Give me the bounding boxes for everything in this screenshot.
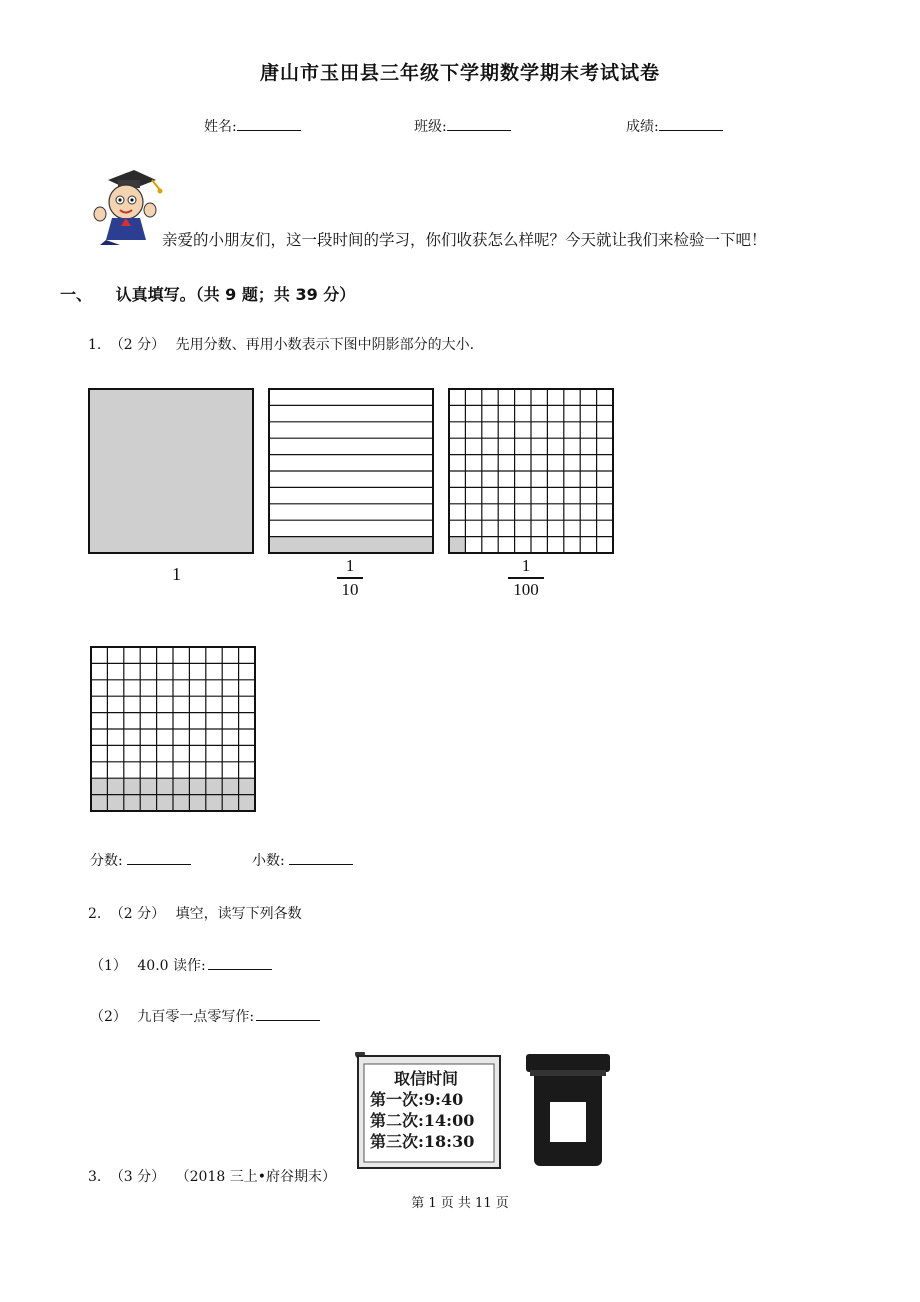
- question-shaded-cell: [222, 778, 238, 794]
- q3-points: （3 分）: [109, 1169, 166, 1185]
- q2-number: 2.: [88, 906, 102, 922]
- q3-picture: [354, 1052, 614, 1172]
- score-field[interactable]: [626, 116, 723, 136]
- class-label: 班级:: [414, 119, 447, 135]
- q2-sub-2[interactable]: [90, 1006, 320, 1026]
- pickup-line-1: 第一次:9:40: [370, 1090, 464, 1109]
- label-one: 1: [172, 564, 181, 584]
- question-shaded-cell: [91, 795, 107, 811]
- mascot-image: [90, 166, 166, 246]
- q2-sub1-text: 40.0 读作:: [137, 958, 206, 974]
- question-shaded-cell: [206, 795, 222, 811]
- figure-tenths: [268, 388, 434, 554]
- name-blank[interactable]: [237, 130, 301, 131]
- question-1: [88, 334, 474, 354]
- label-one-tenth: [330, 556, 370, 600]
- q1-text: 先用分数、再用小数表示下图中阴影部分的大小.: [175, 337, 475, 353]
- exam-title: 唐山市玉田县三年级下学期数学期末考试试卷: [259, 62, 660, 84]
- question-shaded-cell: [173, 778, 189, 794]
- question-shaded-cell: [124, 795, 140, 811]
- q2-sub2-number: （2）: [90, 1009, 127, 1025]
- tenth-shaded-strip: [269, 537, 433, 553]
- class-field[interactable]: [414, 116, 511, 136]
- question-shaded-cell: [107, 795, 123, 811]
- class-blank[interactable]: [447, 130, 511, 131]
- name-label: 姓名:: [204, 119, 237, 135]
- q1-decimal-blank[interactable]: [289, 864, 353, 865]
- page-footer: 第 1 页 共 11 页: [411, 1196, 509, 1211]
- figure-whole-square: [88, 388, 254, 554]
- mailbox-icon: [524, 1052, 614, 1172]
- question-shaded-cell: [157, 778, 173, 794]
- pickup-card-text: [370, 1068, 500, 1152]
- question-shaded-cell: [239, 795, 255, 811]
- one-hundredth-denominator: 100: [513, 579, 539, 599]
- figure-question-grid: [90, 646, 256, 812]
- q2-points: （2 分）: [109, 906, 166, 922]
- question-shaded-cell: [189, 778, 205, 794]
- q1-fraction-label: 分数:: [90, 853, 123, 869]
- question-shaded-cell: [140, 778, 156, 794]
- section-1-number: 一、: [60, 285, 93, 304]
- question-shaded-cell: [239, 778, 255, 794]
- one-hundredth-numerator: 1: [521, 556, 531, 575]
- figure-hundredths: [448, 388, 614, 554]
- q2-sub-1[interactable]: [90, 955, 272, 975]
- score-blank[interactable]: [659, 130, 723, 131]
- q2-sub2-text: 九百零一点零写作:: [137, 1009, 255, 1025]
- question-3: [88, 1166, 336, 1186]
- label-one-hundredth: [504, 556, 548, 600]
- q3-source: （2018 三上•府谷期末）: [175, 1169, 336, 1185]
- one-tenth-denominator: 10: [341, 579, 359, 599]
- question-shaded-cell: [91, 778, 107, 794]
- q2-sub2-blank[interactable]: [256, 1020, 320, 1021]
- question-shaded-cell: [222, 795, 238, 811]
- section-1-title: 认真填写。（共 9 题；共 39 分）: [115, 285, 356, 304]
- q1-fraction-blank[interactable]: [127, 864, 191, 865]
- q1-decimal-label: 小数:: [252, 853, 285, 869]
- q1-decimal-answer[interactable]: [252, 850, 353, 870]
- greeting-text: 亲爱的小朋友们，这一段时间的学习，你们收获怎么样呢？今天就让我们来检验一下吧！: [162, 231, 767, 249]
- score-label: 成绩:: [626, 119, 659, 135]
- pickup-line-2: 第二次:14:00: [370, 1111, 475, 1130]
- question-shaded-cell: [107, 778, 123, 794]
- q2-sub1-blank[interactable]: [208, 969, 272, 970]
- question-2: [88, 903, 302, 923]
- q1-number: 1.: [88, 337, 102, 353]
- pickup-card-title: 取信时间: [394, 1069, 459, 1088]
- question-shaded-cell: [124, 778, 140, 794]
- q1-fraction-answer[interactable]: [90, 850, 191, 870]
- hundredth-shaded-cell: [449, 537, 465, 553]
- question-shaded-cell: [173, 795, 189, 811]
- q2-text: 填空，读写下列各数: [175, 906, 302, 922]
- question-shaded-cell: [206, 778, 222, 794]
- pickup-line-3: 第三次:18:30: [370, 1132, 475, 1151]
- q1-points: （2 分）: [109, 337, 166, 353]
- question-shaded-cell: [189, 795, 205, 811]
- question-shaded-cell: [157, 795, 173, 811]
- section-1-heading: [60, 282, 355, 305]
- q3-number: 3.: [88, 1169, 102, 1185]
- one-tenth-numerator: 1: [345, 556, 355, 575]
- q2-sub1-number: （1）: [90, 958, 127, 974]
- question-shaded-cell: [140, 795, 156, 811]
- name-field[interactable]: [204, 116, 301, 136]
